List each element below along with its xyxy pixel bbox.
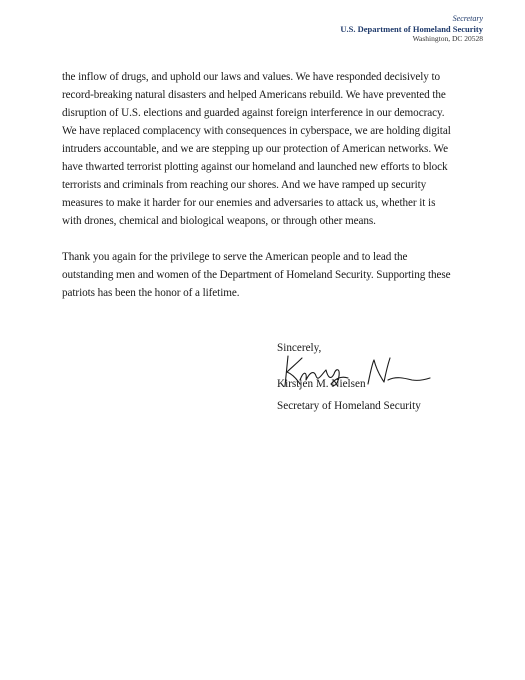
body-paragraph-2: Thank you again for the privilege to serve the American people and to lead the outstanding men and women of the Department of Homeland Security. Supporting these patriots has been the honor of a lifetime. (62, 251, 451, 299)
letterhead-address: Washington, DC 20528 (412, 34, 483, 43)
letter-body (62, 68, 472, 320)
letterhead-department: U.S. Department of Homeland Security (340, 24, 483, 34)
closing-salutation: Sincerely, (277, 342, 322, 354)
signatory-name: Kirstjen M. Nielsen (277, 378, 366, 390)
letterhead-role: Secretary (452, 14, 483, 23)
letterhead (340, 14, 483, 44)
body-paragraph-1: the inflow of drugs, and uphold our laws and values. We have responded decisively to record-breaking natural disasters and helped Americans rebuild. We have prevented the disruption of U.S. elections and guarded against foreign interference in our democracy. We have replaced complacency with consequences in cyberspace, we are holding digital intruders accountable, and we are stepping up our protection of American networks. We have thwarted terrorist plotting against our homeland and launched new efforts to block terrorists and criminals from reaching our shores. And we have ramped up security measures to make it harder for our enemies and adversaries to attack us, whether it is with drones, chemical and biological weapons, or through other means. (62, 71, 451, 227)
signatory-title: Secretary of Homeland Security (277, 400, 421, 412)
